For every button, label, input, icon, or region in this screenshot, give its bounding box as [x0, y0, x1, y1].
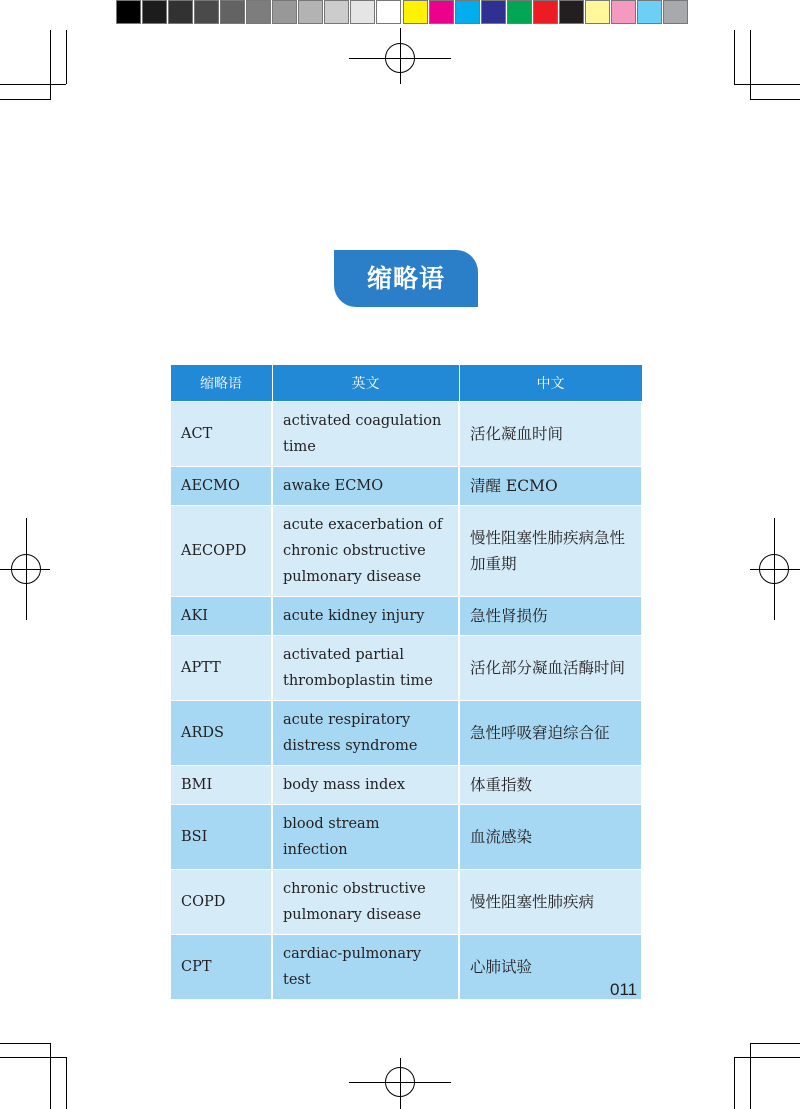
cell-chinese: 急性呼吸窘迫综合征: [459, 701, 642, 766]
cell-english: activated coagulation time: [272, 402, 459, 467]
gray-swatch: [376, 0, 401, 24]
color-swatch: [533, 0, 558, 24]
table-row: [170, 597, 642, 636]
color-swatch: [455, 0, 480, 24]
cell-english: blood stream infection: [272, 805, 459, 870]
color-calibration-strip: [403, 0, 689, 26]
table-row: [170, 506, 642, 597]
color-swatch: [507, 0, 532, 24]
cell-chinese: 活化凝血时间: [459, 402, 642, 467]
color-swatch: [663, 0, 688, 24]
cell-english: cardiac-pulmonary test: [272, 935, 459, 1000]
cell-chinese: 血流感染: [459, 805, 642, 870]
table-row: [170, 805, 642, 870]
gray-swatch: [272, 0, 297, 24]
cell-abbr: AECOPD: [170, 506, 272, 597]
grayscale-calibration-strip: [116, 0, 402, 26]
cell-english: body mass index: [272, 766, 459, 805]
cell-chinese: 活化部分凝血活酶时间: [459, 636, 642, 701]
cell-abbr: AKI: [170, 597, 272, 636]
cell-abbr: BSI: [170, 805, 272, 870]
cell-english: activated partial thromboplastin time: [272, 636, 459, 701]
cell-abbr: CPT: [170, 935, 272, 1000]
color-swatch: [429, 0, 454, 24]
cell-abbr: ARDS: [170, 701, 272, 766]
cell-english: acute kidney injury: [272, 597, 459, 636]
gray-swatch: [220, 0, 245, 24]
cell-abbr: ACT: [170, 402, 272, 467]
header-abbr: 缩略语: [170, 365, 272, 402]
table-row: [170, 701, 642, 766]
header-english: 英文: [272, 365, 459, 402]
cell-chinese: 体重指数: [459, 766, 642, 805]
cell-english: acute exacerbation of chronic obstructive pulmonary disease: [272, 506, 459, 597]
table-row: [170, 402, 642, 467]
table-header-row: [170, 365, 642, 402]
cell-chinese: 急性肾损伤: [459, 597, 642, 636]
gray-swatch: [298, 0, 323, 24]
gray-swatch: [116, 0, 141, 24]
cell-abbr: COPD: [170, 870, 272, 935]
cell-chinese: 慢性阻塞性肺疾病急性加重期: [459, 506, 642, 597]
page-number: 011: [610, 980, 638, 999]
color-swatch: [585, 0, 610, 24]
cell-english: acute respiratory distress syndrome: [272, 701, 459, 766]
table-row: [170, 766, 642, 805]
table-row: [170, 935, 642, 1000]
cell-chinese: 清醒 ECMO: [459, 467, 642, 506]
gray-swatch: [350, 0, 375, 24]
gray-swatch: [246, 0, 271, 24]
color-swatch: [403, 0, 428, 24]
gray-swatch: [194, 0, 219, 24]
abbreviation-table: [169, 365, 643, 1000]
cell-abbr: APTT: [170, 636, 272, 701]
color-swatch: [481, 0, 506, 24]
cell-english: chronic obstructive pulmonary disease: [272, 870, 459, 935]
cell-abbr: BMI: [170, 766, 272, 805]
color-swatch: [611, 0, 636, 24]
gray-swatch: [142, 0, 167, 24]
color-swatch: [637, 0, 662, 24]
table-row: [170, 870, 642, 935]
cell-english: awake ECMO: [272, 467, 459, 506]
page-title: 缩略语: [334, 250, 478, 307]
gray-swatch: [324, 0, 349, 24]
table-row: [170, 636, 642, 701]
table-row: [170, 467, 642, 506]
color-swatch: [559, 0, 584, 24]
cell-chinese: 慢性阻塞性肺疾病: [459, 870, 642, 935]
cell-abbr: AECMO: [170, 467, 272, 506]
header-chinese: 中文: [459, 365, 642, 402]
cell-chinese: 心肺试验: [459, 935, 642, 1000]
gray-swatch: [168, 0, 193, 24]
